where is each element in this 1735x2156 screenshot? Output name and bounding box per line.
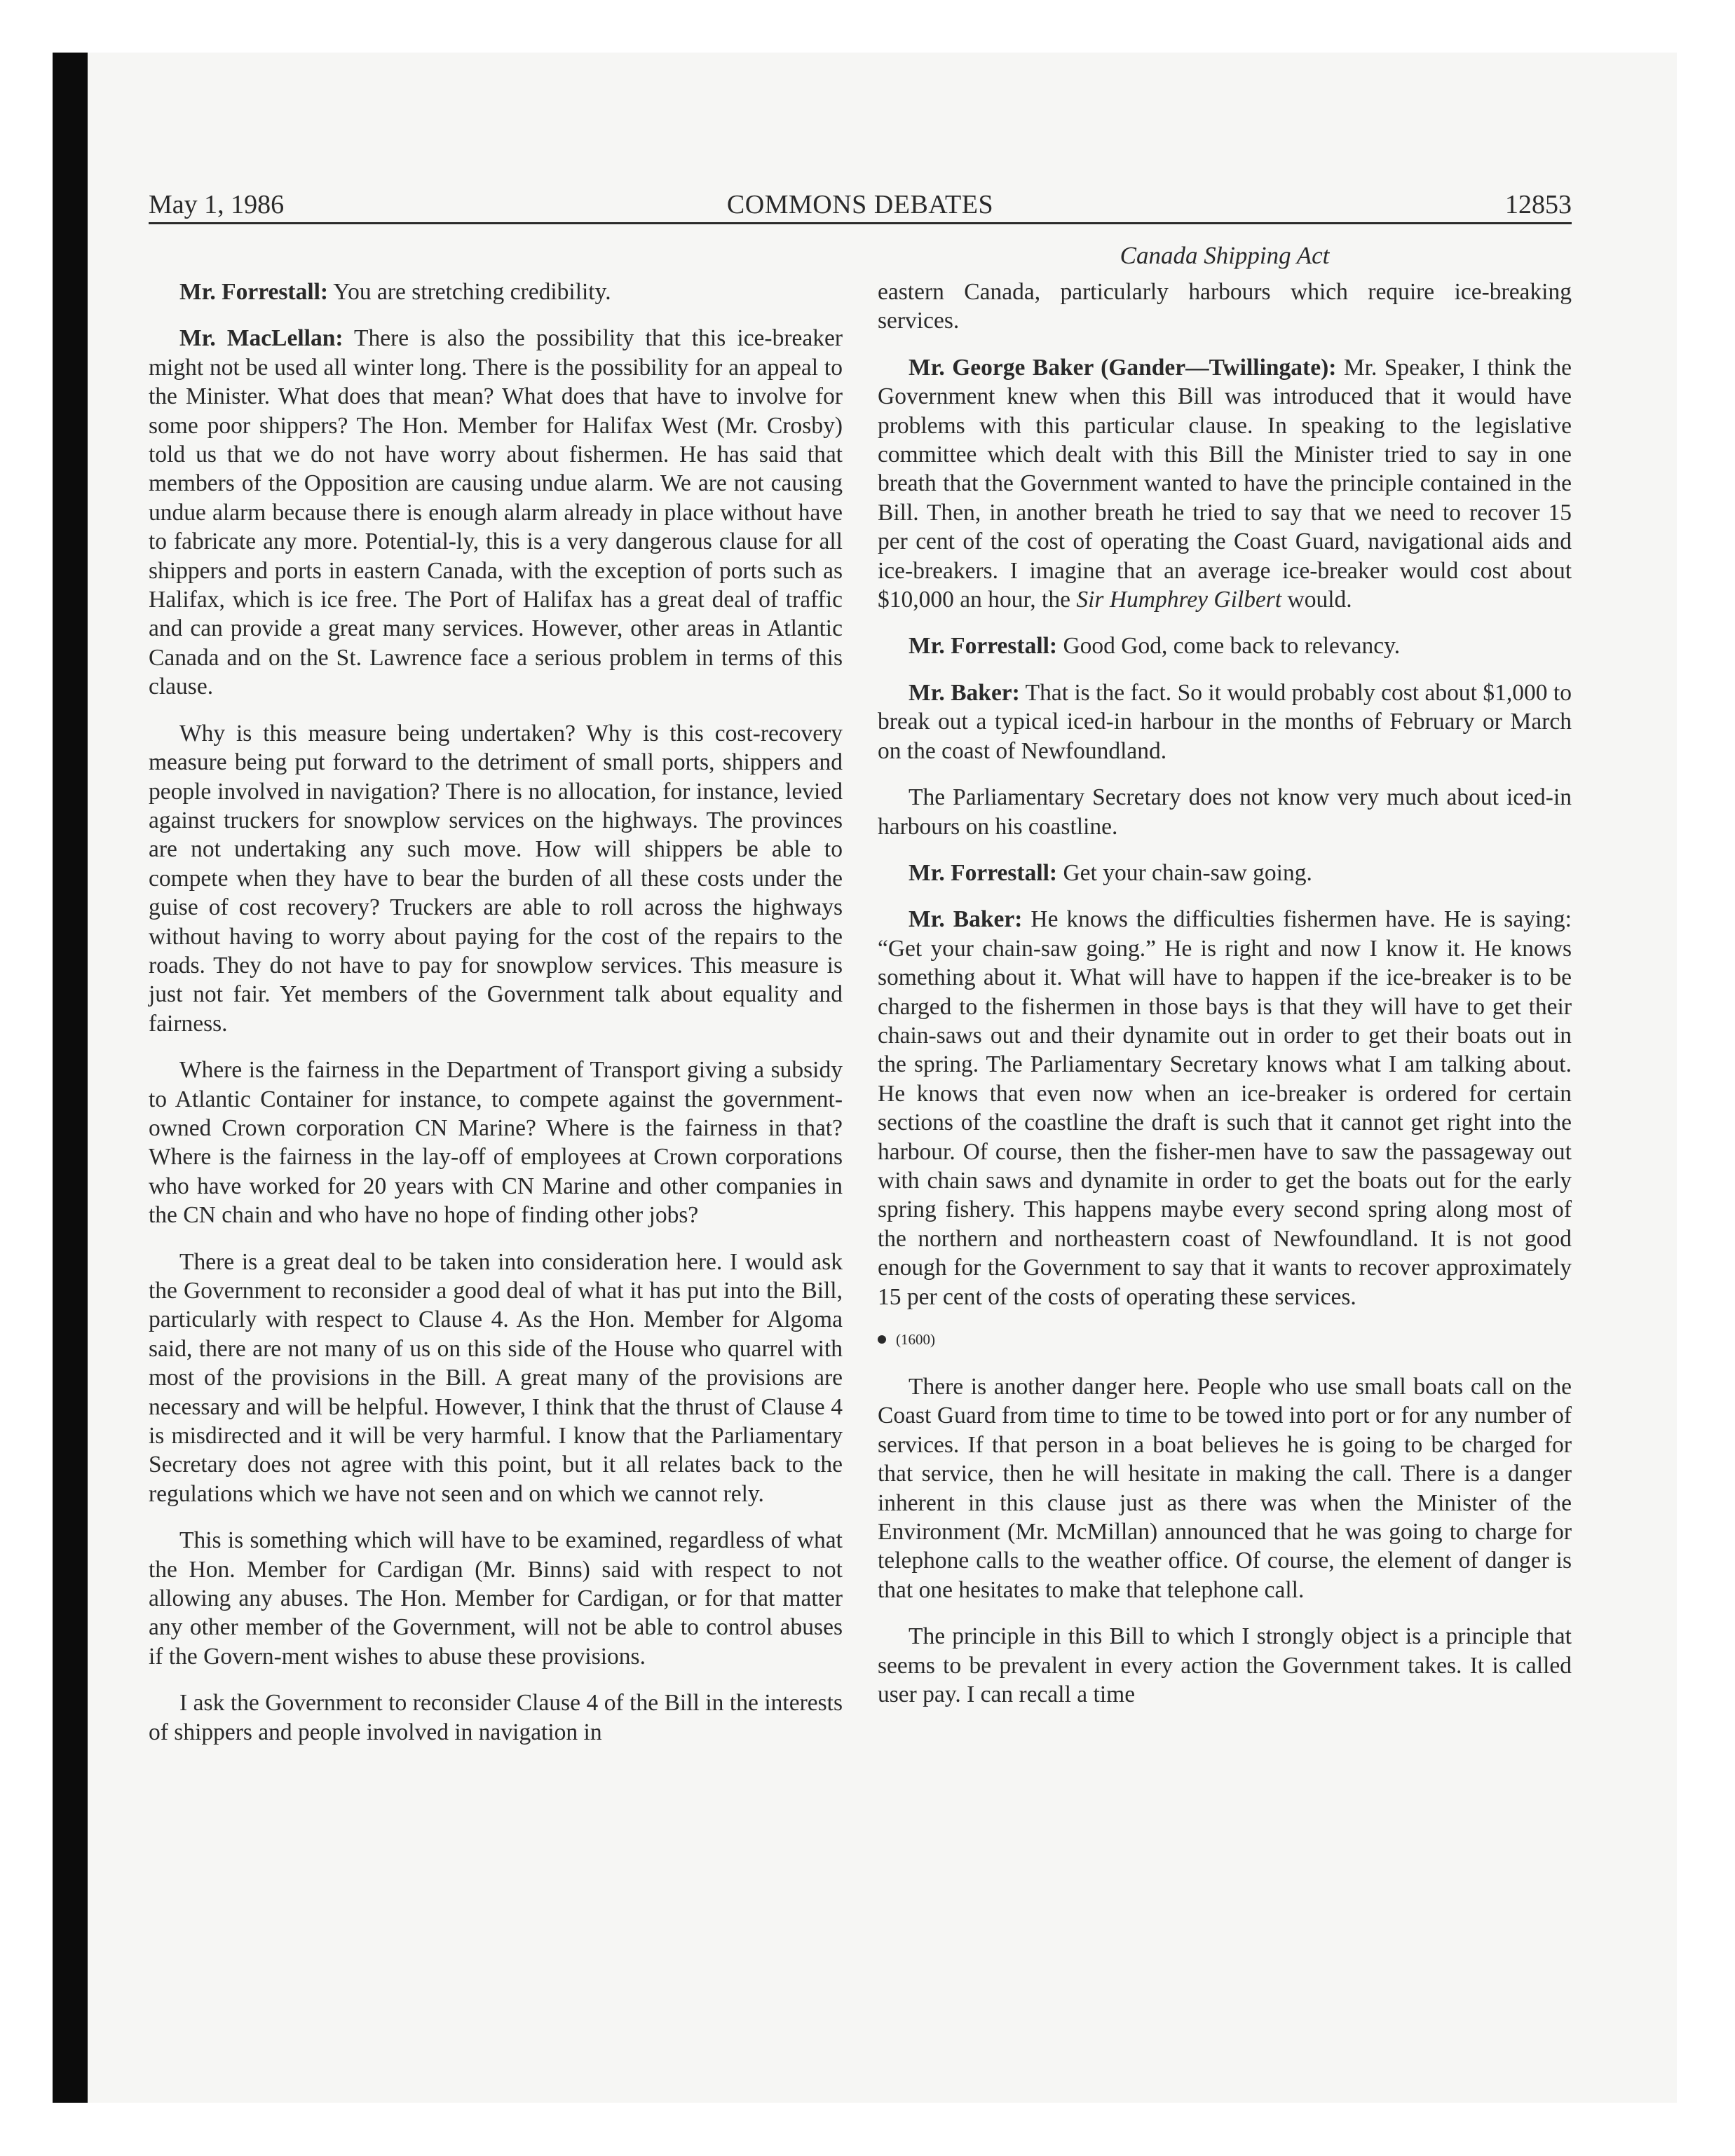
paragraph-text: He knows the difficulties fishermen have. He is saying: “Get your chain-saw going.” He is right and now I know it. He knows something about it. What will have to happen if the ice-breaker is to be charged to the fishermen in those bays is that they will have to get their chain-saws out and their dynamite out in order to get their boats out in the spring. The Parliamentary Secretary knows what I am talking about. He knows that even now when an ice-breaker is ordered for certain sections of the coastline the draft is such that it cannot get right into the harbour. Of course, then the fisher-men have to saw the passageway out with chain saws and dynamite in order to get the boats out for the early spring fishery. This happens maybe every second spring along most of the northern and northeastern coast of Newfoundland. It is not good enough for the Government to say that it wants to recover approximately 15 per cent of the costs of operating these services. [878,906,1572,1310]
paragraph-text: There is also the possibility that this ice-breaker might not be used all winter long. There is the possibility for an appeal to the Minister. What does that mean? What does that have to involve for some poor shippers? The Hon. Member for Halifax West (Mr. Crosby) told us that we do not have worry about fishermen. He has said that members of the Opposition are causing undue alarm. We are not causing undue alarm because there is enough alarm already in place without have to fabricate any more. Potential-ly, this is a very dangerous clause for all shippers and ports in eastern Canada, with the exception of ports such as Halifax, which is ice free. The Port of Halifax has a great deal of traffic and can provide a great many services. However, other areas in Atlantic Canada and on the St. Lawrence face a serious problem in terms of this clause. [149,325,843,700]
paragraph [878,678,1572,765]
paragraph-text: would. [1281,587,1352,613]
paragraph-text: Mr. Speaker, I think the Government knew when this Bill was introduced that it would have problems with this particular clause. In speaking to the legislative committee which dealt with this Bill the Minister tried to say in one breath that the Government wanted to have the principle contained in the Bill. Then, in another breath he tried to say that we need to recover 15 per cent of the cost of operating the Coast Guard, navigational aids and ice-breakers. I imagine that an average ice-breaker would cost about $10,000 an hour, the [878,354,1572,613]
paragraph-text: I ask the Government to reconsider Clause 4 of the Bill in the interests of shippers and people involved in navigation in [149,1690,843,1745]
paragraph-text: Good God, come back to relevancy. [1057,633,1401,660]
time-marker [878,1329,1572,1350]
scan-border [53,53,88,2103]
paragraph [149,278,843,306]
paragraph-text: Why is this measure being undertaken? Why is this cost-recovery measure being put forward to the detriment of small ports, shippers and people involved in navigation? There is no allocation, for instance, levied against truckers for snowplow services on the highways. The provinces are not undertaking any such move. How will shippers be able to compete when they have to bear the burden of all these costs under the guise of cost recovery? Truckers are able to roll across the highways without having to worry about paying for the cost of the repairs to the roads. They do not have to pay for snowplow services. This measure is just not fair. Yet members of the Government talk about equality and fairness. [149,720,843,1037]
paragraph-continuation [878,278,1572,336]
ship-name: Sir Humphrey Gilbert [1076,587,1282,613]
paragraph-text: eastern Canada, particularly harbours which require ice-breaking services. [878,279,1572,334]
paragraph [149,719,843,1038]
paragraph [149,1526,843,1671]
paragraph-text: Get your chain-saw going. [1057,859,1312,886]
paragraph [878,783,1572,841]
paragraph [878,632,1572,660]
section-header: Canada Shipping Act [1120,242,1330,269]
speaker-name: Mr. MacLellan: [179,325,343,352]
right-column [878,278,1572,1709]
paragraph-text: The principle in this Bill to which I strongly object is a principle that seems to be prevalent in every action the Government takes. It is called user pay. I can recall a time [878,1623,1572,1708]
paragraph-text: There is another danger here. People who use small boats call on the Coast Guard from time to time to be towed into port or for any number of services. If that person in a boat believes he is going to be charged for that service, then he will hesitate in making the call. There is a danger inherent in this clause just as there was when the Minister of the Environment (Mr. McMillan) announced that he was going to charge for telephone calls to the weather office. Of course, the element of danger is that one hesitates to make that telephone call. [878,1374,1572,1603]
paragraph [149,1688,843,1747]
bullet-icon [878,1335,886,1344]
paragraph-text: That is the fact. So it would probably cost about $1,000 to break out a typical iced-in harbour in the months of February or March on the coast of Newfoundland. [878,679,1572,764]
header-title: COMMONS DEBATES [726,190,994,219]
running-head [149,186,1572,223]
paragraph-text: The Parliamentary Secretary does not know very much about iced-in harbours on his coastline. [878,784,1572,840]
paragraph [878,905,1572,1311]
time-marker-label: (1600) [896,1331,935,1348]
speaker-name: Mr. Forrestall: [909,859,1058,886]
header-rule [149,222,1572,224]
speaker-name: Mr. George Baker (Gander—Twillingate): [909,354,1337,381]
speaker-name: Mr. Baker: [909,906,1023,933]
paragraph-text: This is something which will have to be examined, regardless of what the Hon. Member for Cardigan (Mr. Binns) said with respect to not allowing any abuses. The Hon. Member for Cardigan, or for that matter any other member of the Government, will not be able to control abuses if the Govern-ment wishes to abuse these provisions. [149,1527,843,1670]
header-date: May 1, 1986 [149,190,285,219]
paragraph [878,353,1572,615]
speaker-name: Mr. Baker: [909,679,1020,706]
speaker-name: Mr. Forrestall: [909,633,1058,660]
paragraph [878,859,1572,887]
paragraph [878,1622,1572,1709]
paragraph [149,1248,843,1509]
paragraph-text: Where is the fairness in the Department of Transport giving a subsidy to Atlantic Container for instance, to compete against the government-owned Crown corporation CN Marine? Where is the fairness in that? Where is the fairness in the lay-off of employees at Crown corporations who have worked for 20 years with CN Marine and other companies in the CN chain and who have no hope of finding other jobs? [149,1057,843,1229]
paragraph [149,1056,843,1229]
paragraph [878,1372,1572,1604]
paragraph-text: You are stretching credibility. [328,279,611,305]
paragraph [149,324,843,701]
paragraph-text: There is a great deal to be taken into consideration here. I would ask the Government to reconsider a good deal of what it has put into the Bill, particularly with respect to Clause 4. As the Hon. Member for Algoma said, there are not many of us on this side of the House who quarrel with most of the provisions in the Bill. A great many of the provisions are necessary and will be helpful. However, I think that the thrust of Clause 4 is misdirected and it will be very harmful. I know that the Parliamentary Secretary does not agree with this point, but it all relates back to the regulations which we have not seen and on which we cannot rely. [149,1248,843,1507]
left-column [149,278,843,1747]
page-number: 12853 [1505,190,1572,219]
speaker-name: Mr. Forrestall: [179,279,329,305]
